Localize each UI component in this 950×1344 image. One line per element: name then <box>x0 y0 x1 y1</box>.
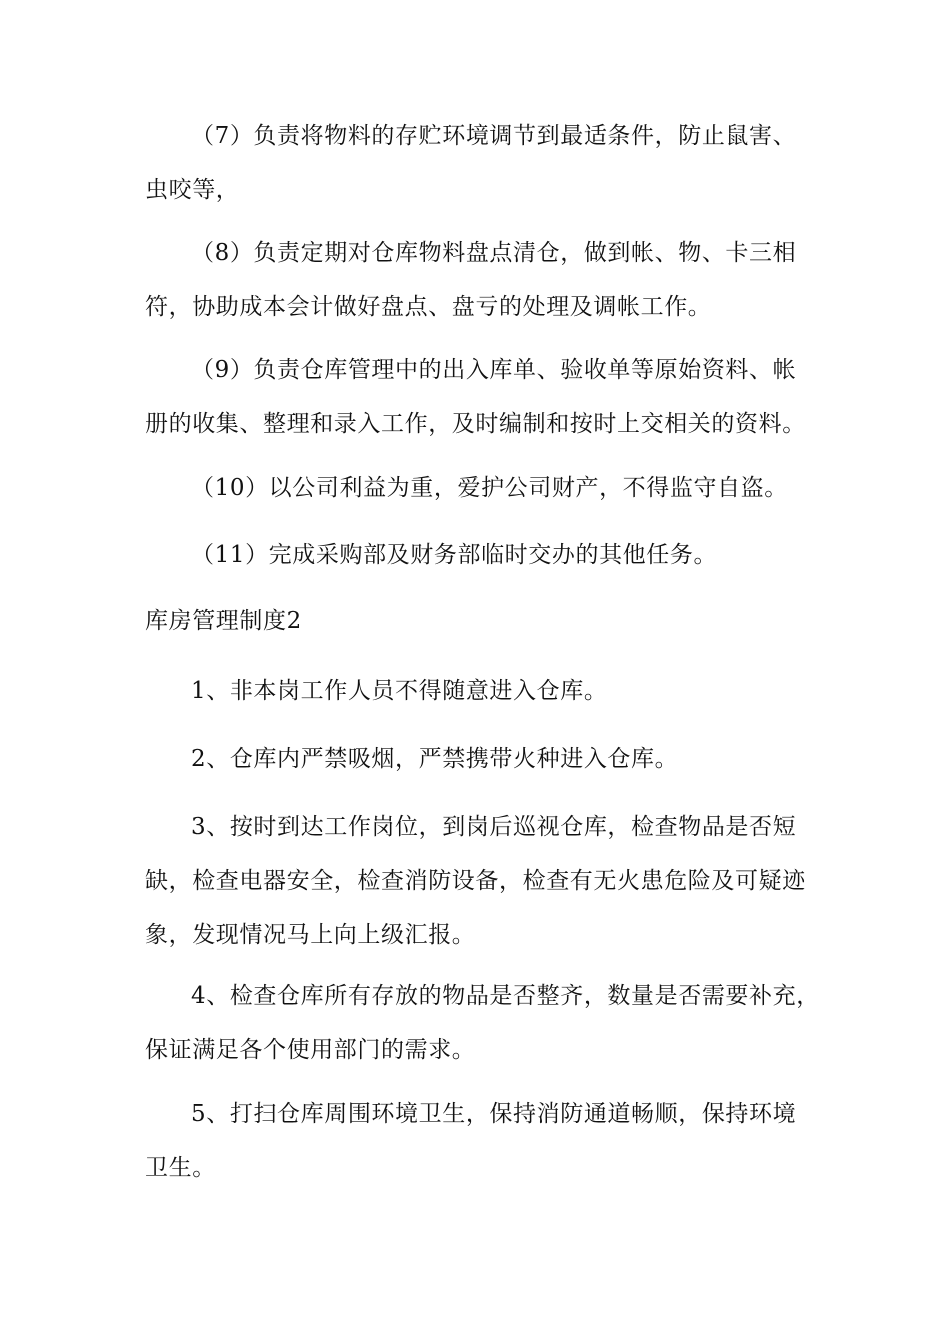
paragraph-item-8 <box>145 226 810 334</box>
paragraph-item-10 <box>145 461 810 515</box>
section-heading: 库房管理制度2 <box>145 608 302 634</box>
rule-item-2 <box>145 732 810 786</box>
paragraph-line: 保证满足各个使用部门的需求。 <box>145 1037 476 1063</box>
paragraph-line: （10）以公司利益为重，爱护公司财产，不得监守自盗。 <box>191 475 788 501</box>
paragraph-line: （9）负责仓库管理中的出入库单、验收单等原始资料、帐 <box>191 357 797 383</box>
paragraph-line: 4、检查仓库所有存放的物品是否整齐，数量是否需要补充， <box>191 983 820 1009</box>
paragraph-line: （8）负责定期对仓库物料盘点清仓，做到帐、物、卡三相 <box>191 240 797 266</box>
rule-item-4 <box>145 969 820 1077</box>
paragraph-line: 符，协助成本会计做好盘点、盘亏的处理及调帐工作。 <box>145 294 712 320</box>
paragraph-line: 5、打扫仓库周围环境卫生，保持消防通道畅顺，保持环境 <box>191 1101 797 1127</box>
paragraph-line: 象，发现情况马上向上级汇报。 <box>145 922 476 948</box>
paragraph-line: （7）负责将物料的存贮环境调节到最适条件，防止鼠害、 <box>191 123 797 149</box>
paragraph-line: 册的收集、整理和录入工作，及时编制和按时上交相关的资料。 <box>145 411 806 437</box>
paragraph-item-7 <box>145 109 810 217</box>
paragraph-item-9 <box>145 343 810 451</box>
paragraph-item-11 <box>145 528 810 582</box>
paragraph-line: 1、非本岗工作人员不得随意进入仓库。 <box>191 678 608 704</box>
paragraph-line: 2、仓库内严禁吸烟，严禁携带火种进入仓库。 <box>191 746 679 772</box>
paragraph-line: 卫生。 <box>145 1155 216 1181</box>
paragraph-line: 缺，检查电器安全，检查消防设备，检查有无火患危险及可疑迹 <box>145 868 806 894</box>
paragraph-line: （11）完成采购部及财务部临时交办的其他任务。 <box>191 542 718 568</box>
rule-item-3 <box>145 800 810 962</box>
rule-item-5 <box>145 1087 810 1195</box>
rule-item-1 <box>145 664 810 718</box>
paragraph-line: 3、按时到达工作岗位，到岗后巡视仓库，检查物品是否短 <box>191 814 797 840</box>
paragraph-line: 虫咬等， <box>145 177 240 203</box>
